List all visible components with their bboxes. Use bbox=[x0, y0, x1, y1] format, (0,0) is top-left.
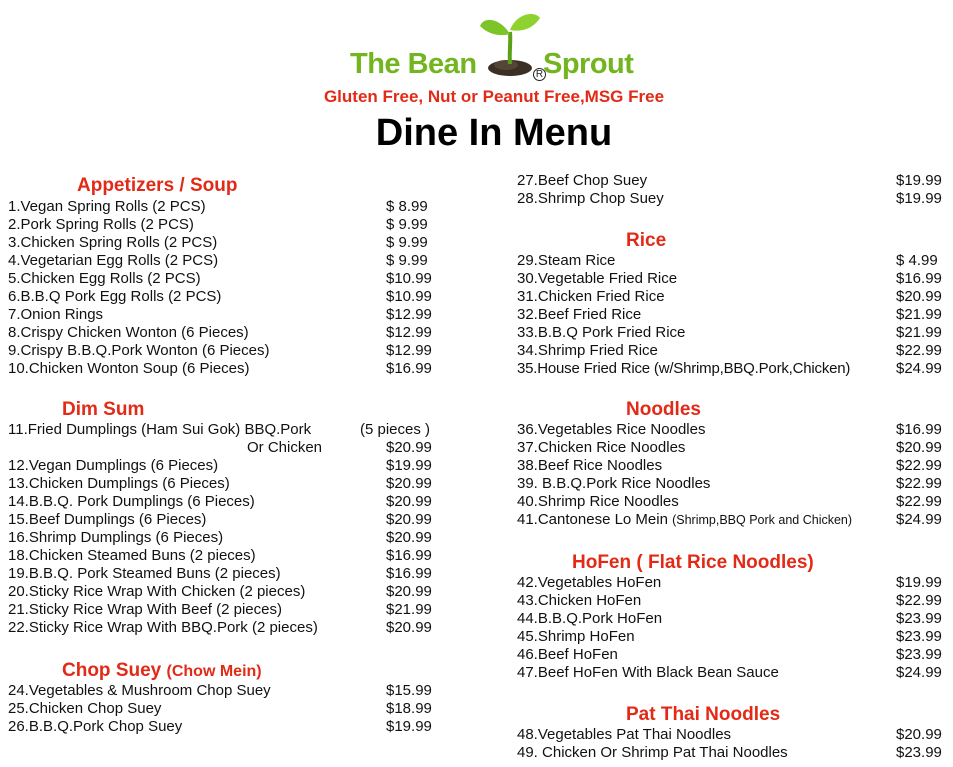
item-note: (Shrimp,BBQ Pork and Chicken) bbox=[672, 513, 853, 527]
section-title-pad-thai: Pat Thai Noodles bbox=[626, 704, 781, 725]
page-title: Dine In Menu bbox=[375, 112, 613, 154]
section-title-chop-suey: Chop Suey (Chow Mein) bbox=[62, 660, 262, 681]
section-subtitle-chow-mein: (Chow Mein) bbox=[166, 663, 262, 680]
sprout-icon bbox=[480, 8, 540, 80]
section-title-noodles: Noodles bbox=[626, 399, 701, 420]
tagline: Gluten Free, Nut or Peanut Free,MSG Free bbox=[323, 87, 665, 106]
bean-sprout-logo bbox=[350, 8, 640, 88]
section-title-appetizers: Appetizers / Soup bbox=[77, 175, 238, 196]
section-title-rice: Rice bbox=[626, 230, 667, 251]
section-title-dim-sum: Dim Sum bbox=[62, 399, 145, 420]
menu-header bbox=[0, 0, 953, 160]
registered-mark: R bbox=[533, 68, 546, 81]
logo-word-sprout: Sprout bbox=[543, 48, 634, 80]
logo-word-the-bean: The Bean bbox=[350, 48, 477, 80]
section-title-hofen: HoFen ( Flat Rice Noodles) bbox=[572, 552, 814, 573]
